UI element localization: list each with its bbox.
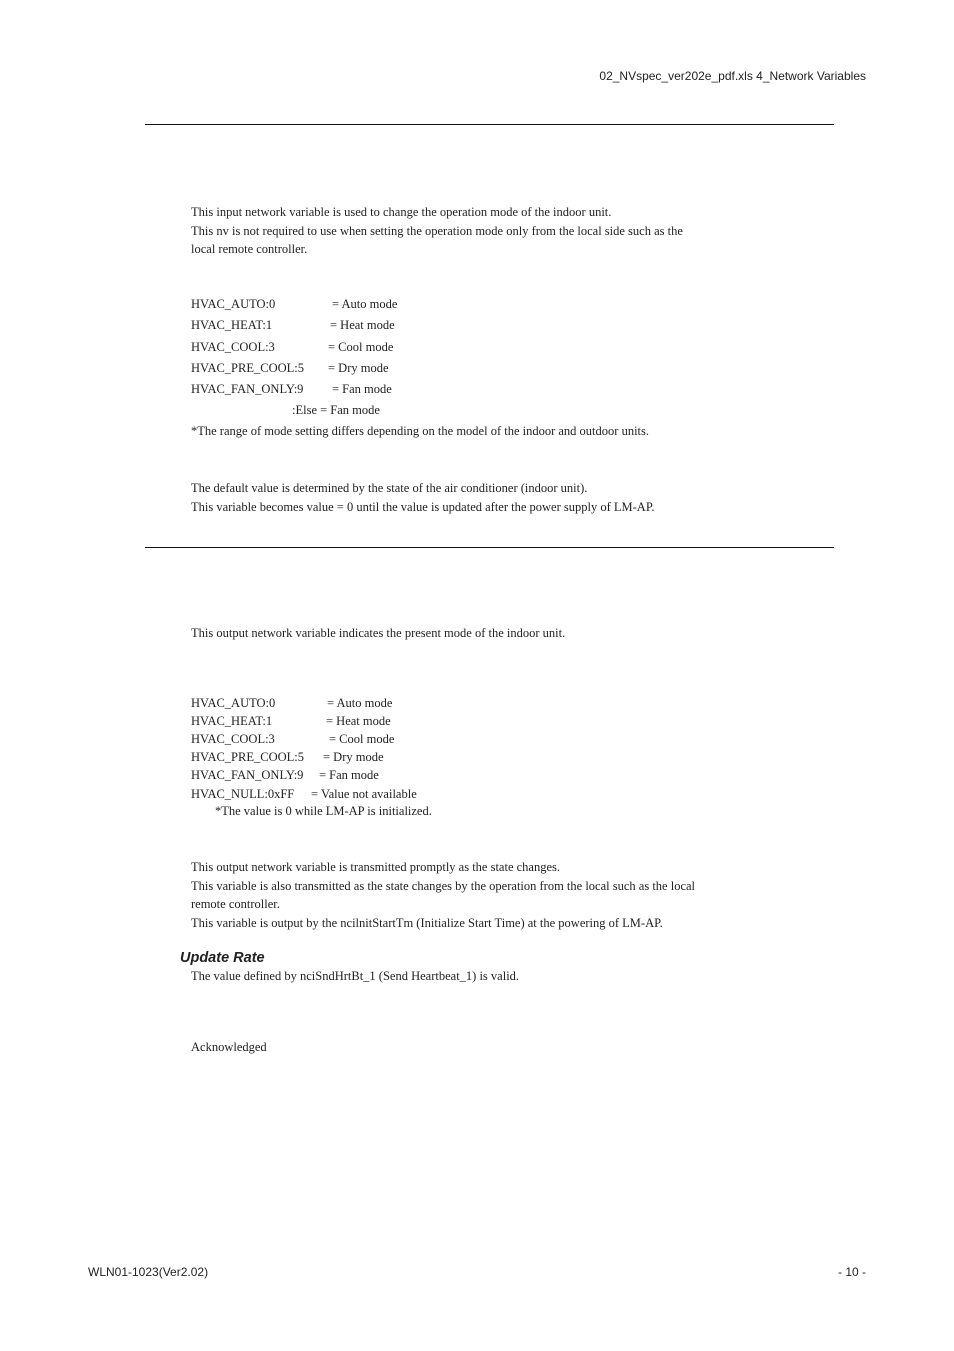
document-file-reference: 02_NVspec_ver202e_pdf.xls 4_Network Variables xyxy=(599,69,866,83)
input-value-code: HVAC_COOL:3 xyxy=(191,340,275,354)
output-value-code: HVAC_NULL:0xFF xyxy=(191,787,295,801)
input-value-code: HVAC_HEAT:1 xyxy=(191,318,273,332)
output-value-code: HVAC_PRE_COOL:5 xyxy=(191,750,304,764)
output-value-meaning: = Value not available xyxy=(311,787,417,801)
input-else-value: :Else = Fan mode xyxy=(292,403,380,417)
update-rate-text: The value defined by nciSndHrtBt_1 (Send Heartbeat_1) is valid. xyxy=(191,969,520,983)
output-description: This output network variable indicates the present mode of the indoor unit. xyxy=(191,626,566,640)
input-description-line: This input network variable is used to change the operation mode of the indoor unit. xyxy=(191,205,612,219)
output-transmission xyxy=(191,858,695,932)
input-description-line: This nv is not required to use when setting the operation mode only from the local side such as the xyxy=(191,223,683,238)
output-value-meaning: = Cool mode xyxy=(329,732,395,746)
input-value-meaning: = Cool mode xyxy=(328,340,394,354)
input-value-code: HVAC_AUTO:0 xyxy=(191,297,276,311)
update-rate-heading: Update Rate xyxy=(180,950,265,966)
input-default-value xyxy=(191,479,655,516)
output-value-meaning: = Heat mode xyxy=(326,714,391,728)
section-divider-top xyxy=(145,124,834,125)
input-description xyxy=(191,203,683,259)
output-transmission-line: This output network variable is transmitted promptly as the state changes. xyxy=(191,860,561,874)
output-value-code: HVAC_FAN_ONLY:9 xyxy=(191,768,304,782)
section-divider-middle xyxy=(145,547,834,548)
input-default-line: The default value is determined by the state of the air conditioner (indoor unit). xyxy=(191,481,588,495)
output-value-code: HVAC_COOL:3 xyxy=(191,732,275,746)
document-id: WLN01-1023(Ver2.02) xyxy=(88,1265,209,1279)
output-value-meaning: = Auto mode xyxy=(327,696,393,710)
input-value-meaning: = Fan mode xyxy=(332,382,392,396)
input-value-code: HVAC_FAN_ONLY:9 xyxy=(191,382,304,396)
output-transmission-line: This variable is also transmitted as the state changes by the operation from the local such as the local xyxy=(191,878,696,893)
input-description-line: local remote controller. xyxy=(191,242,308,256)
service-type-value: Acknowledged xyxy=(191,1040,267,1054)
page-number: - 10 - xyxy=(837,1265,866,1279)
output-value-code: HVAC_HEAT:1 xyxy=(191,714,273,728)
output-value-code: HVAC_AUTO:0 xyxy=(191,696,276,710)
output-transmission-line: remote controller. xyxy=(191,897,280,911)
input-value-code: HVAC_PRE_COOL:5 xyxy=(191,361,304,375)
input-range-note: *The range of mode setting differs depending on the model of the indoor and outdoor units. xyxy=(191,424,650,438)
output-value-meaning: = Fan mode xyxy=(319,768,379,782)
output-transmission-line: This variable is output by the ncilnitStartTm (Initialize Start Time) at the powering of LM-AP. xyxy=(191,915,663,930)
input-value-meaning: = Dry mode xyxy=(328,361,389,375)
output-init-note: *The value is 0 while LM-AP is initialized. xyxy=(215,804,432,818)
input-value-meaning: = Auto mode xyxy=(332,297,398,311)
input-default-line: This variable becomes value = 0 until the value is updated after the power supply of LM-AP. xyxy=(191,499,655,514)
output-value-meaning: = Dry mode xyxy=(323,750,384,764)
input-value-meaning: = Heat mode xyxy=(330,318,395,332)
